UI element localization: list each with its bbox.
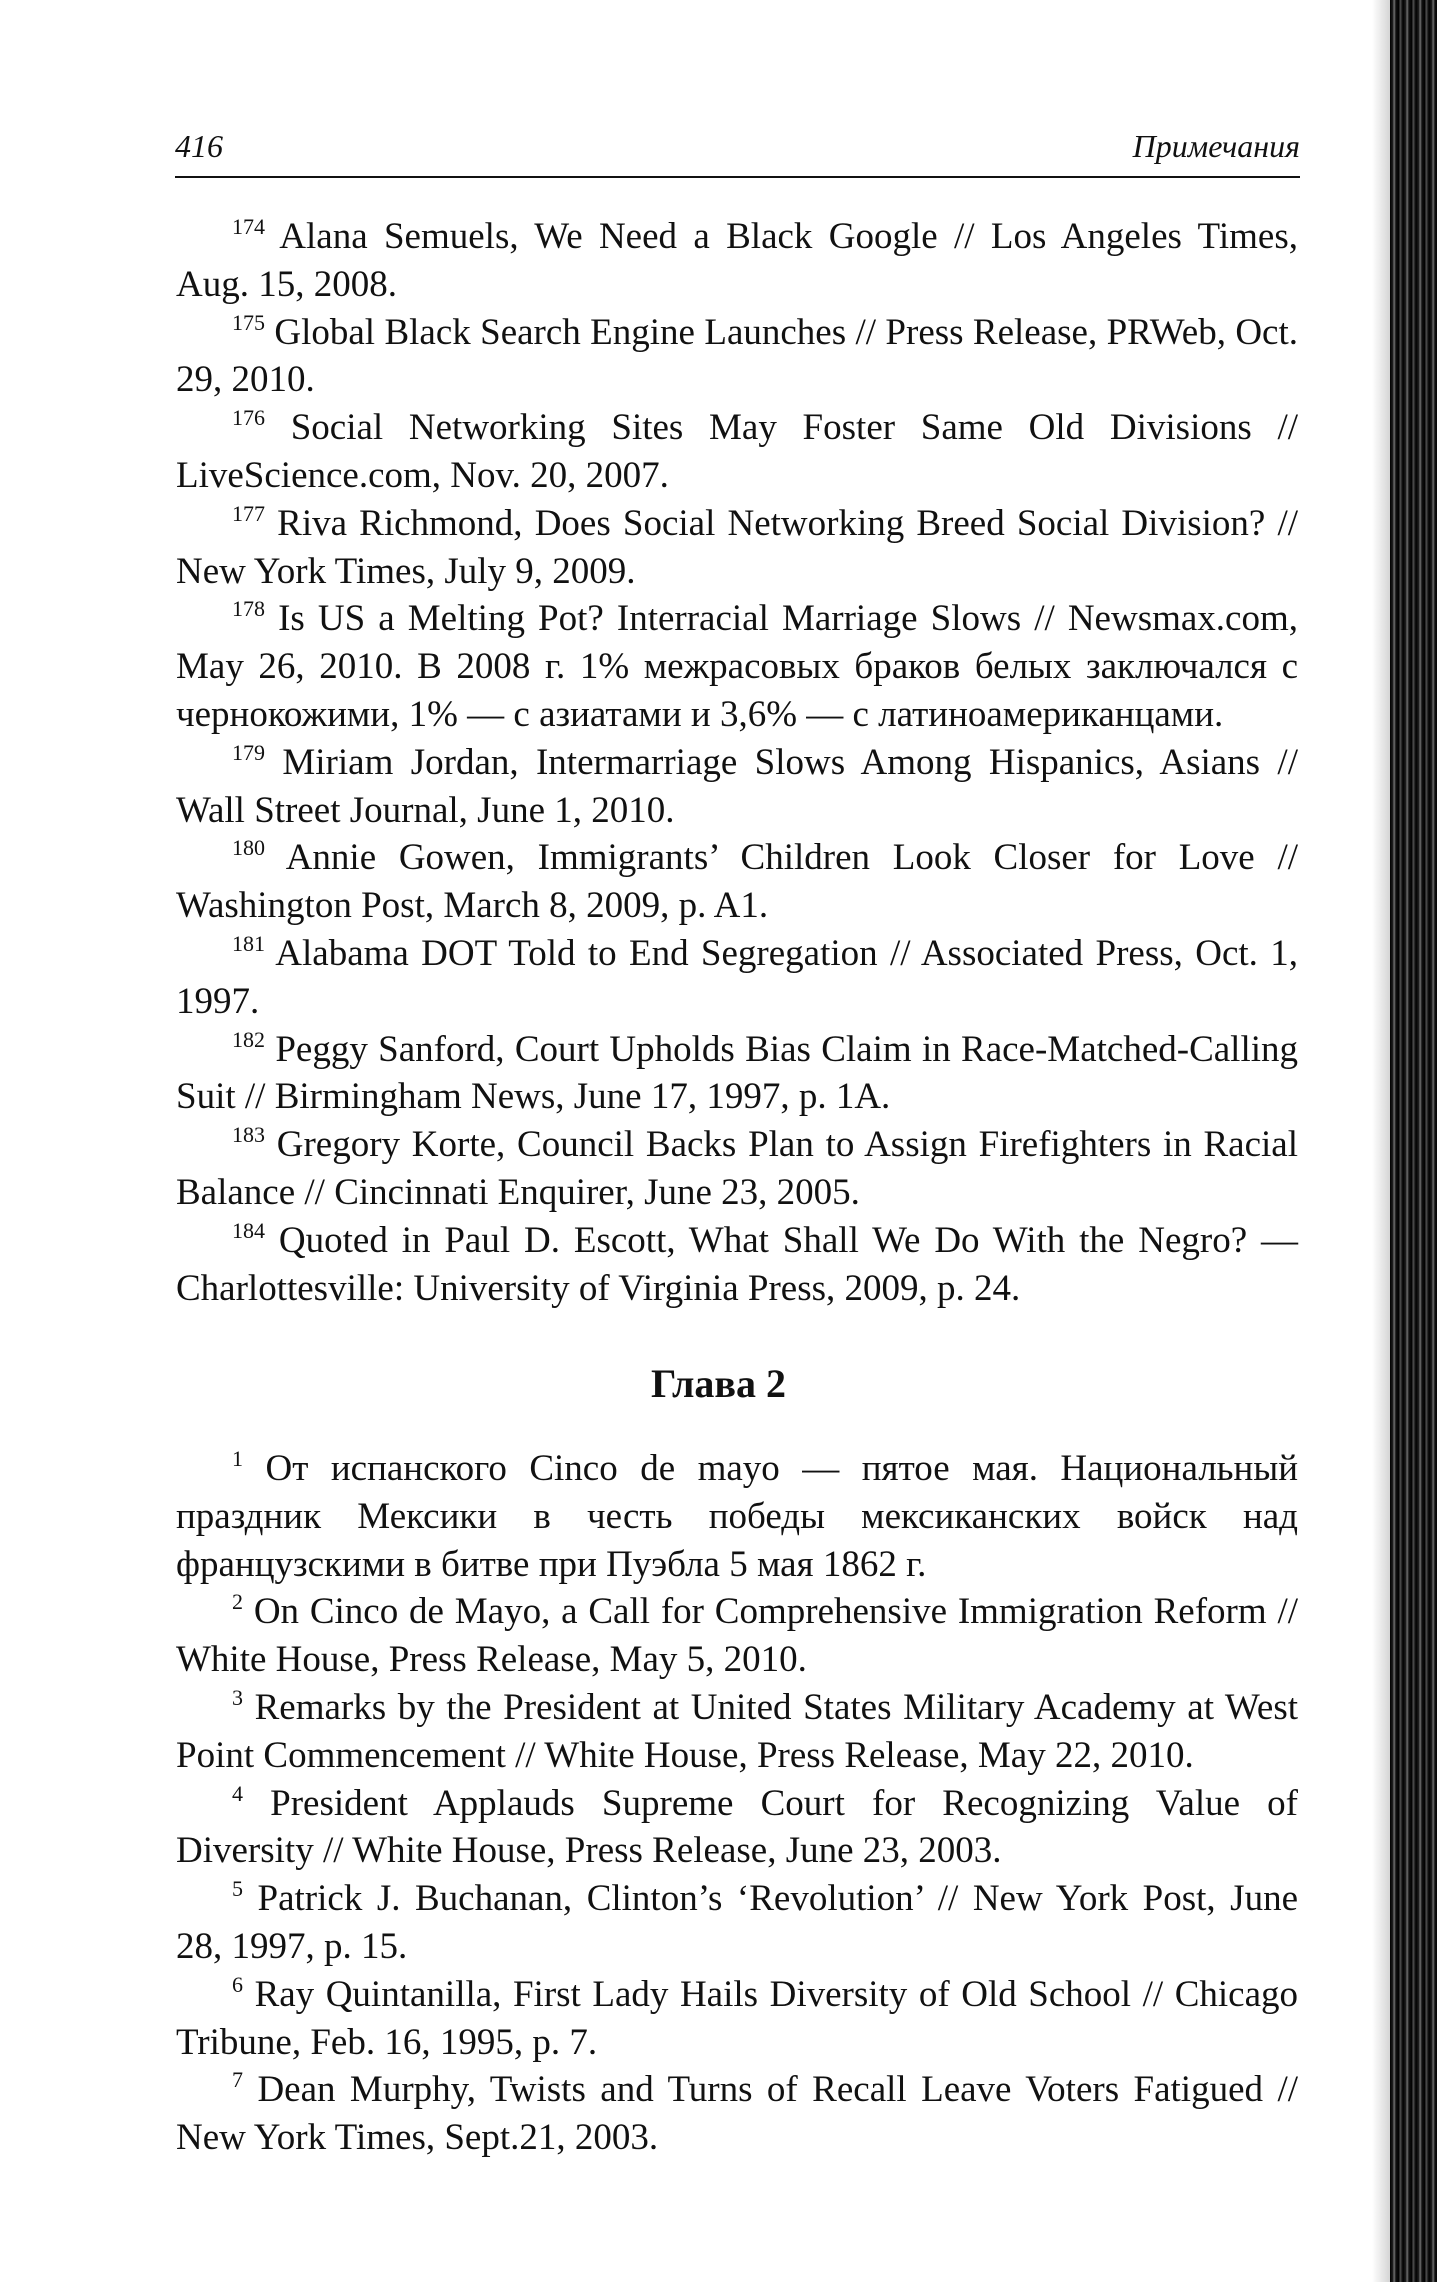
footnote-number: 176 xyxy=(232,405,265,431)
footnote xyxy=(176,1588,1298,1684)
footnote-number: 6 xyxy=(232,1971,243,1997)
footnote-text: Peggy Sanford, Court Upholds Bias Claim in Race-Matched-Calling Suit // Birmingham News, June 17, 1997, p. 1A. xyxy=(176,1028,1299,1118)
footnote-number: 4 xyxy=(232,1780,243,1806)
footnote-text: Patrick J. Buchanan, Clinton’s ‘Revolution’ // New York Post, June 28, 1997, p. 15. xyxy=(176,1878,1298,1967)
footnote-number: 184 xyxy=(232,1217,265,1243)
footnote-number: 1 xyxy=(232,1446,243,1471)
footnote xyxy=(176,1875,1298,1971)
footnote xyxy=(176,834,1298,930)
footnote xyxy=(176,309,1298,405)
footnote xyxy=(176,500,1298,596)
footnote xyxy=(176,404,1298,500)
footnote xyxy=(176,1971,1298,2067)
footnote-text: Miriam Jordan, Intermarriage Slows Among Hispanics, Asians // Wall Street Journal, June 1, 2010. xyxy=(176,741,1298,831)
footnote-number: 175 xyxy=(232,309,265,335)
footnote xyxy=(176,739,1298,835)
footnote-text: Riva Richmond, Does Social Networking Breed Social Division? // New York Times, July 9, 2009. xyxy=(176,502,1299,592)
footnote-text: President Applauds Supreme Court for Recognizing Value of Diversity // White House, Press Release, June 23, 2003. xyxy=(176,1782,1298,1872)
footnote xyxy=(176,213,1298,309)
footnote xyxy=(176,1217,1298,1313)
footnote-text: Annie Gowen, Immigrants’ Children Look Closer for Love // Washington Post, March 8, 2009, p. A1. xyxy=(176,837,1298,927)
footnote-text: От испанского Cinco de mayo — пятое мая. Национальный праздник Мексики в честь победы мексиканских войск над французскими в битве при Пуэбла 5 мая 1862 г. xyxy=(176,1448,1299,1585)
footnote xyxy=(176,1026,1298,1122)
footnote-number: 7 xyxy=(232,2067,243,2093)
footnote-text: Dean Murphy, Twists and Turns of Recall Leave Voters Fatigued // New York Times, Sept.21, 2003. xyxy=(176,2069,1299,2159)
page-header xyxy=(175,128,1300,178)
footnote-text: Quoted in Paul D. Escott, What Shall We Do With the Negro? — Charlottesville: University of Virginia Press, 2009, p. 24. xyxy=(176,1219,1299,1309)
notes-list-part2 xyxy=(176,1445,1298,2162)
footnote-number: 181 xyxy=(232,930,265,956)
footnote-text: Ray Quintanilla, First Lady Hails Diversity of Old School // Chicago Tribune, Feb. 16, 1995, p. 7. xyxy=(176,1973,1299,2063)
footnote-text: Is US a Melting Pot? Interracial Marriage Slows // Newsmax.com, May 26, 2010. В 2008 г. 1% межрасовых браков белых заключался с чернокожими, 1% — с азиатами и 3,6% — с латиноамериканцами. xyxy=(176,598,1299,735)
footnote xyxy=(176,595,1298,738)
footnote-text: Gregory Korte, Council Backs Plan to Assign Firefighters in Racial Balance // Cincinnati Enquirer, June 23, 2005. xyxy=(176,1124,1299,1213)
footnote-number: 180 xyxy=(232,835,265,861)
footnote-number: 174 xyxy=(232,214,265,239)
running-head: Примечания xyxy=(1132,128,1300,164)
footnote-number: 2 xyxy=(232,1589,243,1615)
footnote-number: 5 xyxy=(232,1876,243,1902)
footnote xyxy=(176,1684,1298,1780)
footnote xyxy=(176,1121,1298,1217)
footnote-text: Alabama DOT Told to End Segregation // Associated Press, Oct. 1, 1997. xyxy=(176,932,1298,1022)
footnote-number: 179 xyxy=(232,739,265,765)
footnote-text: Social Networking Sites May Foster Same Old Divisions // LiveScience.com, Nov. 20, 2007. xyxy=(176,407,1299,496)
page-number: 416 xyxy=(175,128,223,164)
footnote xyxy=(176,1445,1298,1588)
footnote-number: 178 xyxy=(232,596,265,622)
chapter-title: Глава 2 xyxy=(651,1361,786,1406)
footnote-number: 183 xyxy=(232,1122,265,1148)
binding-edge xyxy=(1390,0,1437,2282)
footnote-number: 3 xyxy=(232,1684,243,1710)
footnote xyxy=(176,930,1298,1026)
notes-list-part1 xyxy=(176,213,1298,1312)
footnote xyxy=(176,1780,1298,1876)
footnote-text: Global Black Search Engine Launches // Press Release, PRWeb, Oct. 29, 2010. xyxy=(176,311,1298,401)
footnote xyxy=(176,2066,1298,2162)
footnote-text: On Cinco de Mayo, a Call for Comprehensive Immigration Reform // White House, Press Release, May 5, 2010. xyxy=(176,1591,1299,1681)
footnote-text: Remarks by the President at United States Military Academy at West Point Commencement // White House, Press Release, May 22, 2010. xyxy=(176,1686,1298,1776)
binding-shadow xyxy=(1372,0,1392,2282)
footnote-number: 177 xyxy=(232,500,265,526)
footnote-text: Alana Semuels, We Need a Black Google // Los Angeles Times, Aug. 15, 2008. xyxy=(176,216,1298,305)
footnote-number: 182 xyxy=(232,1026,265,1052)
